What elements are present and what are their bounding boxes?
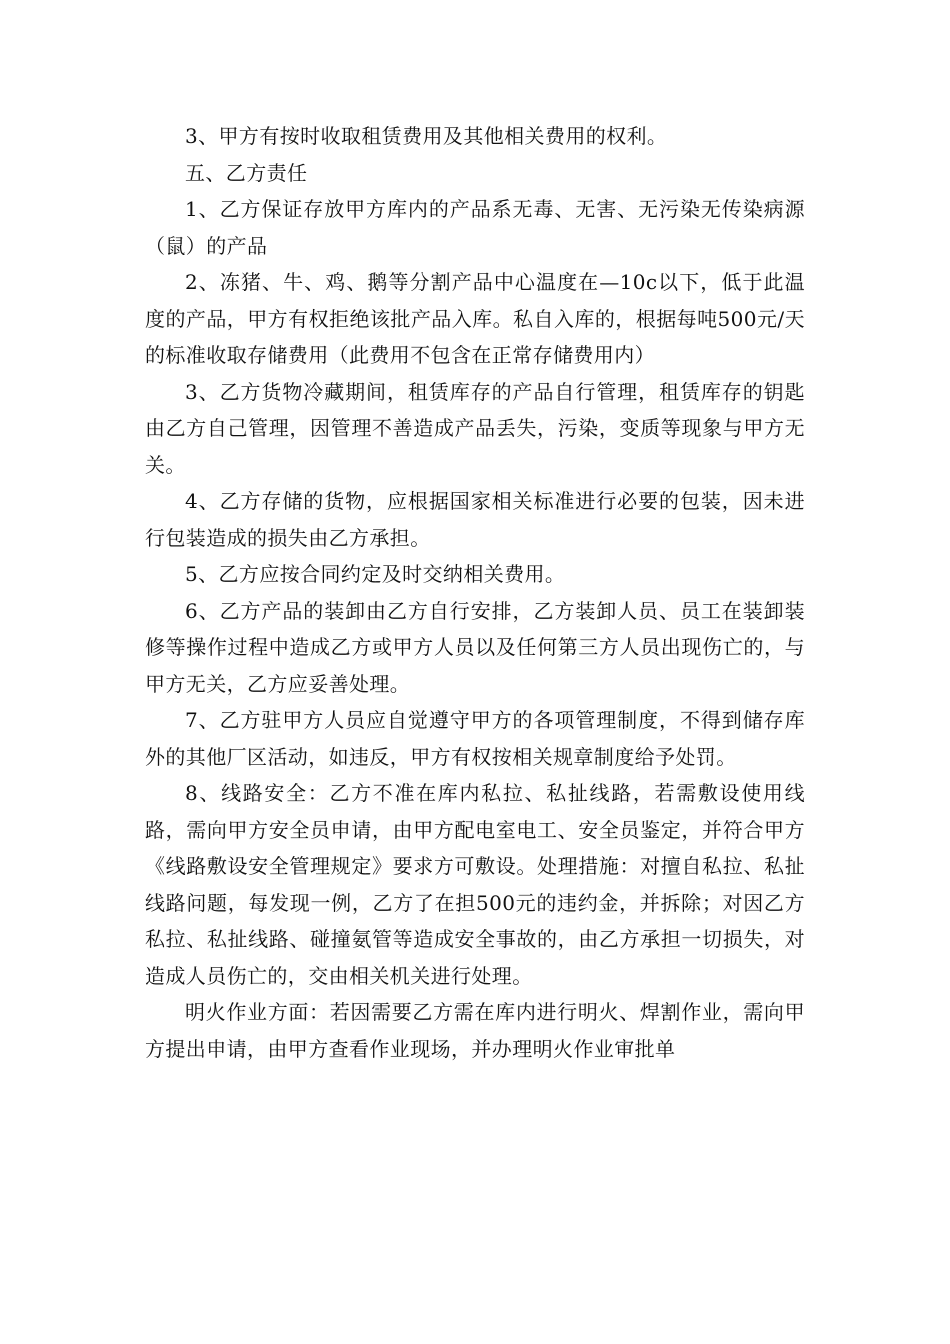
paragraph-duty-3: 3、乙方货物冷藏期间，租赁库存的产品自行管理，租赁库存的钥匙由乙方自己管理，因管理不善造成产品丢失，污染，变质等现象与甲方无关。	[145, 379, 805, 477]
paragraph-duty-7: 7、乙方驻甲方人员应自觉遵守甲方的各项管理制度，不得到储存库外的其他厂区活动，如违反，甲方有权按相关规章制度给予处罚。	[145, 708, 805, 769]
paragraph-right-3: 3、甲方有按时收取租赁费用及其他相关费用的权利。	[185, 124, 668, 148]
paragraph-duty-6: 6、乙方产品的装卸由乙方自行安排，乙方装卸人员、员工在装卸装修等操作过程中造成乙方或甲方人员以及任何第三方人员出现伤亡的，与甲方无关，乙方应妥善处理。	[145, 598, 805, 696]
document-page	[145, 118, 805, 1067]
paragraph-duty-5: 5、乙方应按合同约定及时交纳相关费用。	[185, 562, 566, 586]
section-heading-party-b-responsibilities: 五、乙方责任	[185, 160, 308, 185]
paragraph-duty-1: 1、乙方保证存放甲方库内的产品系无毒、无害、无污染无传染病源（鼠）的产品	[145, 197, 805, 258]
paragraph-duty-4: 4、乙方存储的货物，应根据国家相关标准进行必要的包装，因未进行包装造成的损失由乙方承担。	[145, 489, 805, 550]
paragraph-duty-2: 2、冻猪、牛、鸡、鹅等分割产品中心温度在—10c以下，低于此温度的产品，甲方有权拒绝该批产品入库。私自入库的，根据每吨500元/天的标准收取存储费用（此费用不包含在正常存储费用内）	[145, 270, 805, 367]
paragraph-open-flame-work: 明火作业方面：若因需要乙方需在库内进行明火、焊割作业，需向甲方提出申请，由甲方查看作业现场，并办理明火作业审批单	[145, 1000, 805, 1061]
paragraph-duty-8: 8、线路安全：乙方不准在库内私拉、私扯线路，若需敷设使用线路，需向甲方安全员申请，由甲方配电室电工、安全员鉴定，并符合甲方《线路敷设安全管理规定》要求方可敷设。处理措施：对擅自私拉、私扯线路问题，每发现一例，乙方了在担500元的违约金，并拆除；对因乙方私拉、私扯线路、碰撞氨管等造成安全事故的，由乙方承担一切损失，对造成人员伤亡的，交由相关机关进行处理。	[145, 781, 805, 988]
